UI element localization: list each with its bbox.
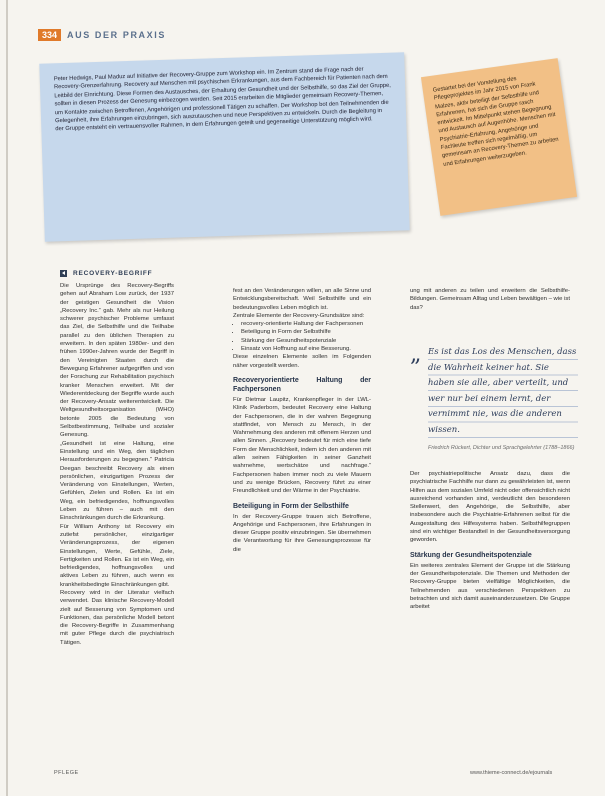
col3-paragraph-3: Ein weiteres zentrales Element der Gruppe ist die Stärkung der Gesundheitspotenziale. Die Themen und Methoden der Recovery-Gruppe bieten vielfältige Möglichkeiten, die Teilnehmenden aus verschiedenen Perspektiven zu betrachten und sich damit auseinanderzusetzen. Die Gruppe arbeitet <box>410 562 570 611</box>
footer-url: www.thieme-connect.de/ejournals <box>470 770 553 776</box>
scan-edge <box>6 0 8 796</box>
side-note-card <box>421 58 577 216</box>
column-1 <box>60 282 174 647</box>
quote-mark-icon: „ <box>410 342 422 367</box>
subheading-selbsthilfe: Beteiligung in Form der Selbsthilfe <box>233 502 349 510</box>
col3-paragraph-1: ung mit anderen zu teilen und erweitern die Selbsthilfe-Bildungen. Gemeinsam Alltag und Leben bewältigen – wie ist das? <box>410 288 570 311</box>
footer-journal: PFLEGE <box>54 770 79 776</box>
page-header <box>38 29 166 41</box>
col1-paragraph-3: Für William Anthony ist Recovery ein zutiefst persönlicher, einzigartiger Veränderungsprozess, der eigenen Einstellungen, Werte, Gefühle, Ziele, Fertigkeiten und Rollen. Es ist ein Weg, ein befriedigendes, hoffnungsvolles und aktives Leben zu führen, auch wenn es krankheitsbedingte Einschränkungen gibt. <box>60 523 174 588</box>
list-item: • Einsatz von Hoffnung auf eine Besserung. <box>241 345 371 353</box>
col2-paragraph-5: In der Recovery-Gruppe trauen sich Betroffene, Angehörige und Fachpersonen, ihre Erfahrungen in dieser Gruppe positiv einzubringen. Sie übernehmen die Verantwortung für ihre Genesungsprozesse für die <box>233 513 371 553</box>
col1-paragraph-2: „Gesundheit ist eine Haltung, eine Einstellung und ein Weg, den täglichen Herausforderungen zu begegnen.“ Patricia Deegan beschreibt Recovery als einen persönlichen, einzigartigen Prozess der Veränderung von Einstellungen, Werten, Gefühlen, Zielen und Rollen. Es ist ein Weg, ein befriedigendes, hoffnungsvolles Leben zu führen – auch mit den Einschränkungen durch die Erkrankung. <box>60 440 174 522</box>
side-note-text: Gestartet bei der Vorstellung des Pflegeprojektes im Jahr 2015 von Frank Malzes, aktiv beteiligt der Selbsthilfe und Erfahrenen, hat sich die Gruppe rasch entwickelt. Im Mittelpunkt stehen Begegnung und Austausch auf Augenhöhe. Menschen mit Psychiatrie-Erfahrung, Angehörige und Fachleute treffen sich regelmäßig, um gemeinsam an Recovery-Themen zu arbeiten und Erfahrungen weiterzugeben. <box>432 76 560 168</box>
pull-quote-text: Es ist das Los des Menschen, dass die Wahrheit keiner hat. Sie haben sie alle, aber verteilt, und wer nur bei einem lernt, der vernimmt nie, was die anderen wissen. <box>428 345 578 439</box>
list-item: • Beteiligung in Form der Selbsthilfe <box>241 328 371 336</box>
col3-paragraph-2: Der psychiatriepolitische Ansatz dazu, dass die psychiatrische Fachhilfe nur dann zu gewährleisten ist, wenn Hilfen aus dem sozialen Umfeld nicht oder offensichtlich nicht ausreichend vorhanden sind, verdeutlicht den besonderen Stellenwert, den Angehörige, die Selbsthilfe, aber insbesondere auch die Psychiatrie-Erfahrenen selbst für die Ausgestaltung des Hilfesystems haben. Selbsthilfegruppen sind ein wichtiger Bestandteil in der Gesundheitsversorgung geworden. <box>410 471 571 544</box>
subheading-haltung: Recoveryorientierte Haltung der Fachpersonen <box>233 376 371 393</box>
pull-quote-source: Friedrich Rückert, Dichter und Sprachgelehrter (1788–1866) <box>428 445 575 451</box>
col1-paragraph-4: Recovery wird in der Literatur vielfach verwendet. Das klinische Recovery-Modell zielt auf Besserung von Symptomen und Funktionen, das persönliche Modell betont die Recovery-Begriffe in Zusammenhang mit guter Pflege durch die psychiatrisch Tätigen. <box>60 589 174 646</box>
col2-paragraph-2: Zentrale Elemente der Recovery-Grundsätze sind: <box>233 312 365 319</box>
pull-quote <box>410 342 577 470</box>
elements-list <box>233 320 371 353</box>
column-2 <box>233 287 371 554</box>
col2-paragraph-4: Für Dietmar Laupitz, Krankenpfleger in der LWL-Klinik Paderborn, bedeutet Recovery eine Haltung der Fachpersonen, die in der wahren Begegnung stattfindet, von Mensch zu Mensch, in der Wahrnehmung des anderen mit offenem Herzen und allen Sinnen. „Recovery bedeutet für mich eine tiefe Form der Menschlichkeit, indem ich den anderen mit allen seinen Fähigkeiten in seiner Ganzheit wahrnehme, wertschätze und nachfrage.“ Fachpersonen haben immer noch zu viele Mauern und zu wenige Brücken, Recovery führt zu einer Freundlichkeit und der Wärme in der Psychiatrie. <box>233 396 371 495</box>
subheading-gesundheitspotenziale: Stärkung der Gesundheitspotenziale <box>410 551 532 559</box>
intro-card-text: Peter Hedwigs, Paul Maduz auf Initiative der Recovery-Gruppe zum Workshop ein. Im Zentrum stand die Frage nach der Recovery-Grenzerfahrung. Recovery auf Menschen mit psychischen Erkrankungen, aus dem Fachbereich für Patienten nach dem Leitbild der Einrichtung. Diese Formen des Austausches, der Erhaltung der Gesundheit und der Selbsthilfe, so das Ziel der Gruppe, sollten in diesen Prozess der Genesung einbezogen werden. Seit 2015 erarbeiten die Mitglieder gemeinsam Recovery-Themen, um Kontakte zwischen Betroffenen, Angehörigen und professionell Tätigen zu schaffen. Der Workshop bot den Teilnehmenden die Gelegenheit, ihre Erfahrungen einzubringen, sich auszutauschen und neue Perspektiven zu entwickeln. Durch die Begleitung in der Gruppe entsteht ein vertrauensvoller Rahmen, in dem Erfahrungen geteilt und gegenseitige Unterstützung möglich wird. <box>53 66 391 133</box>
section-title: AUS DER PRAXIS <box>67 30 166 40</box>
col1-paragraph-1: Die Ursprünge des Recovery-Begriffs gehen auf Abraham Low zurück, der 1937 der geistigen Gesundheit die Vision „Recovery Inc.“ gab. Mehr als nur Heilung schwerer psychischer Probleme umfasst das Ziel, die Selbsthilfe und die Teilhabe parallel zu den üblichen Therapien zu erweitern. In den späten 1980er- und den frühen 1990er-Jahren wurde der Begriff in den Vereinigten Staaten durch die Bewegung Erfahrener aufgegriffen und von der Forschung zur Rehabilitation psychisch kranker Menschen erweitert. Mit der Wiederentdeckung der Begriffe wurde auch der Recovery-Ansatz weiterentwickelt. Die Weltgesundheitsorganisation (WHO) betonte 2005 die Bedeutung von Selbstbestimmung, Teilhabe und sozialer Genesung. <box>60 283 174 439</box>
intro-card <box>39 52 409 241</box>
section-heading-label: RECOVERY-BEGRIFF <box>73 270 153 277</box>
section-heading <box>60 270 152 277</box>
list-item: • Stärkung der Gesundheitspotenziale <box>241 337 371 345</box>
column-3-top <box>410 287 570 312</box>
arrow-marker-icon <box>60 270 67 277</box>
column-3-body <box>410 470 570 611</box>
col2-paragraph-3: Diese einzelnen Elemente sollen im Folgenden näher vorgestellt werden. <box>233 354 371 369</box>
col2-paragraph-1: fest an den Veränderungen willen, an alle Sinne und Entwicklungsbereitschaft. Weil Selbsthilfe und ein bedeutungsvolles Leben möglich ist. <box>233 288 371 311</box>
page-number-badge: 334 <box>38 29 61 41</box>
list-item: • recovery-orientierte Haltung der Fachpersonen <box>241 320 371 328</box>
